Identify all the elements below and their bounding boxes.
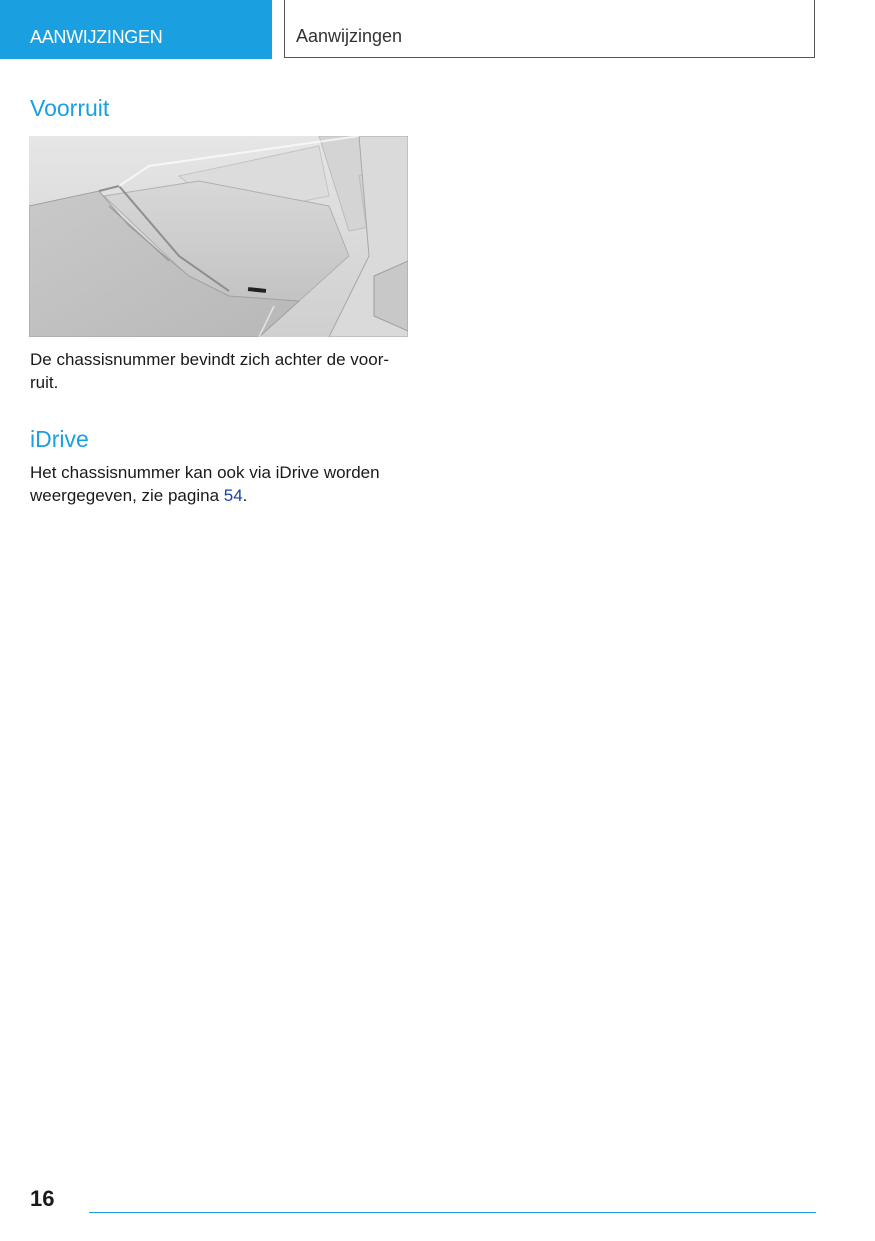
- chapter-tab: [0, 0, 272, 59]
- paragraph-idrive-end: .: [242, 486, 248, 505]
- section-header: [284, 0, 815, 58]
- chapter-tab-label: AANWIJZINGEN: [30, 27, 163, 47]
- windshield-vin-illustration: [29, 136, 408, 337]
- caption-voorruit: De chassisnummer bevindt zich achter de voor-ruit.: [30, 350, 390, 392]
- heading-idrive: iDrive: [30, 426, 89, 452]
- paragraph-idrive-text: Het chassisnummer kan ook via iDrive worden weergegeven, zie pagina: [30, 463, 380, 505]
- page-number: 16: [30, 1186, 55, 1211]
- section-header-label: Aanwijzingen: [296, 26, 403, 46]
- footer-rule: [89, 1212, 816, 1213]
- heading-voorruit: Voorruit: [30, 95, 110, 121]
- paragraph-idrive: [30, 461, 410, 507]
- page-54-link[interactable]: 54: [223, 486, 243, 505]
